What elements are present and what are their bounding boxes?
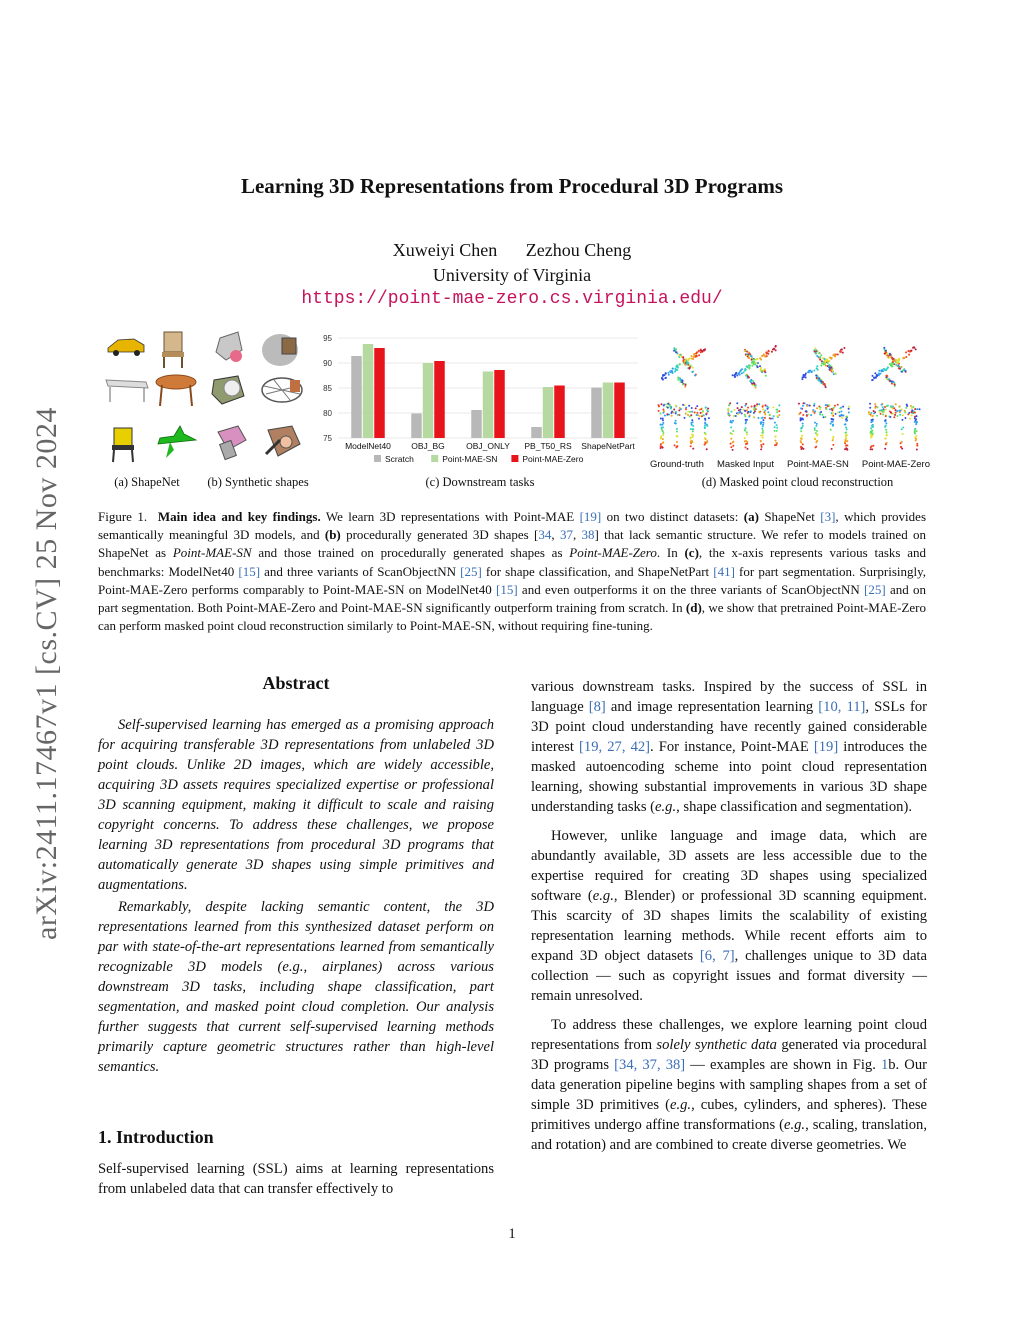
left-column xyxy=(98,673,494,1199)
affiliation: University of Virginia xyxy=(432,265,592,285)
label-point-mae-sn: Point-MAE-SN xyxy=(787,459,849,470)
right-paragraph-2: However, unlike language and image data, which are abundantly available, 3D assets are less accessible due to the expertise required for creating 3D shapes using specialized software (e.g., Blender) or professional 3D scanning equipment. This scarcity of 3D shapes limits the scalability of existing representation learning methods. While recent efforts aim to expand 3D object datasets [6, 7], challenges unique to 3D data collection — such as copyright issues and format diversity — remain unresolved. xyxy=(531,828,927,1004)
y-tick-label: 95 xyxy=(323,334,332,343)
bar-point-mae-zero xyxy=(554,386,565,439)
intro-paragraph-1: Self-supervised learning (SSL) aims at learning representations from unlabeled data that can transfer effectively to xyxy=(98,1161,494,1197)
y-tick-label: 75 xyxy=(323,434,332,443)
subcaption-b: (b) Synthetic shapes xyxy=(207,475,309,489)
abstract-paragraph-1: Self-supervised learning has emerged as a promising approach for acquiring transferable 3D representations from unlabeled 3D point clouds. Unlike 2D images, which are widely accessible, acquiring 3D assets requires specialized expertise or professional 3D scanning equipment, making it difficult to scale and raising copyright concerns. To address these challenges, we propose learning 3D representations from procedural 3D programs that automatically generate 3D shapes using simple primitives and augmentations. xyxy=(98,717,494,893)
downstream-bar-chart xyxy=(318,332,648,474)
x-tick-label: ModelNet40 xyxy=(345,441,391,451)
legend-swatch xyxy=(431,455,438,462)
synthetic-shape-5-icon xyxy=(218,426,246,460)
reconstruction-labels xyxy=(650,459,930,470)
airplane-cloud-point-mae-sn xyxy=(801,347,845,388)
bar-point-mae-sn xyxy=(363,344,374,438)
abstract-paragraph-2: Remarkably, despite lacking semantic content, the 3D representations learned from this synthesized dataset perform on par with state-of-the-art representations learned from semantically recognizable 3D models (e.g., airplanes) across various downstream 3D tasks, including shape classification, part segmentation, and masked point cloud completion. Our analysis further suggests that current self-supervised learning methods primarily capture geometric structures rather than high-level semantics. xyxy=(98,899,494,1075)
bar-point-mae-sn xyxy=(543,387,554,438)
bar-point-mae-zero xyxy=(614,383,625,439)
table-icon xyxy=(106,380,148,402)
label-point-mae-zero: Point-MAE-Zero xyxy=(861,459,930,470)
synthetic-shapes-panel xyxy=(208,330,308,470)
legend-label: Scratch xyxy=(385,454,414,464)
x-tick-label: ShapeNetPart xyxy=(581,441,635,451)
shapenet-panel xyxy=(100,330,200,470)
legend-label: Point-MAE-SN xyxy=(442,454,498,464)
page-number: 1 xyxy=(508,1226,516,1242)
legend-swatch xyxy=(511,455,518,462)
citation-link[interactable]: [6, 7] xyxy=(699,948,735,964)
legend-label: Point-MAE-Zero xyxy=(522,454,584,464)
bar-point-mae-zero xyxy=(494,370,505,438)
table-cloud-masked-input xyxy=(727,402,780,451)
x-tick-label: OBJ_BG xyxy=(411,441,445,451)
arxiv-stamp: arXiv:2411.17467v1 [cs.CV] 25 Nov 2024 xyxy=(30,407,63,940)
table-cloud-ground-truth xyxy=(657,402,709,450)
citation-link[interactable]: [41] xyxy=(713,563,735,579)
x-tick-label: PB_T50_RS xyxy=(524,441,572,451)
synthetic-shape-4-icon xyxy=(262,378,302,402)
paper-title: Learning 3D Representations from Procedural 3D Programs xyxy=(240,174,784,198)
airplane-icon xyxy=(158,426,196,458)
synthetic-shape-3-icon xyxy=(212,376,244,404)
bar-scratch xyxy=(411,414,422,439)
citation-link[interactable]: [19] xyxy=(579,509,602,524)
subcaption-c: (c) Downstream tasks xyxy=(425,475,535,489)
table-cloud-point-mae-sn xyxy=(798,402,850,450)
citation-link[interactable]: [8] xyxy=(588,699,606,715)
citation-link[interactable]: [3] xyxy=(820,509,836,524)
citation-link[interactable]: 38 xyxy=(581,527,595,543)
synthetic-shape-2-icon xyxy=(262,334,298,366)
airplane-cloud-point-mae-zero xyxy=(871,346,917,387)
bar-point-mae-zero xyxy=(434,361,445,438)
y-tick-label: 85 xyxy=(323,384,332,393)
citation-link[interactable]: [15] xyxy=(496,581,518,597)
car-icon xyxy=(108,339,144,356)
right-column xyxy=(531,677,927,1155)
right-paragraph-1: various downstream tasks. Inspired by the success of SSL in language [8] and image representation learning [10, 11], SSLs for 3D point cloud understanding have recently gained considerable interest [19, 27, 42]. For instance, Point-MAE [19] introduces the masked autoencoding scheme into point cloud representation learning, showing substantial improvements in various 3D shape understanding tasks (e.g., shape classification and segmentation). xyxy=(531,679,927,815)
y-tick-label: 90 xyxy=(323,359,332,368)
right-paragraph-3: To address these challenges, we explore learning point cloud representations from solely synthetic data generated via procedural 3D programs [34, 37, 38] — examples are shown in Fig. 1b. Our data generation pipeline begins with sampling shapes from a set of simple 3D primitives (e.g., cubes, cylinders, and spheres). These primitives undergo affine transformations (e.g., scaling, translation, and rotation) and are combined to create diverse geometries. We xyxy=(531,1017,927,1153)
citation-link[interactable]: 37 xyxy=(559,527,573,543)
intro-heading: 1. Introduction xyxy=(98,1127,214,1147)
chair-icon xyxy=(162,332,184,368)
bar-scratch xyxy=(591,388,602,439)
x-tick-label: OBJ_ONLY xyxy=(466,441,510,451)
bar-point-mae-sn xyxy=(603,383,614,439)
bar-point-mae-sn xyxy=(483,372,494,439)
project-url[interactable]: https://point-mae-zero.cs.virginia.edu/ xyxy=(301,289,723,309)
airplane-cloud-ground-truth xyxy=(661,347,706,388)
point-cloud-reconstruction-grid xyxy=(652,338,930,456)
abstract-heading: Abstract xyxy=(262,673,330,693)
figure-link[interactable]: 1 xyxy=(880,1057,889,1073)
figure-caption: Figure 1. Main idea and key findings. We learn 3D representations with Point-MAE [19] on two distinct datasets: (a) ShapeNet [3], which provides semantically meaningful 3D models, and (b) procedurally generated 3D shapes [34, 37, 38] that lack semantic structure. We refer to models trained on ShapeNet as Point-MAE-SN and those trained on procedurally generated shapes as Point-MAE-Zero. In (c), the x-axis represents various tasks and benchmarks: ModelNet40 [15] and three variants of ScanObjectNN [25] for shape classification, and ShapeNetPart [41] for part segmentation. Surprisingly, Point-MAE-Zero performs comparably to Point-MAE-SN on ModelNet40 [15] and even outperforms it on the three variants of ScanObjectNN [25] and on part segmentation. Both Point-MAE-Zero and Point-MAE-SN significantly outperform training from scratch. In (d), we show that pretrained Point-MAE-Zero can perform masked point cloud reconstruction similarly to Point-MAE-SN, without requiring fine-tuning. xyxy=(98,509,927,634)
bar-point-mae-sn xyxy=(423,363,434,438)
citation-link[interactable]: [25] xyxy=(864,581,886,597)
round-table-icon xyxy=(156,375,196,406)
synthetic-shape-6-icon xyxy=(266,426,300,456)
citation-link[interactable]: [25] xyxy=(460,563,482,579)
bar-point-mae-zero xyxy=(374,348,385,438)
legend-swatch xyxy=(374,455,381,462)
table-cloud-point-mae-zero xyxy=(868,403,921,451)
subcaption-a: (a) ShapeNet xyxy=(114,475,180,489)
airplane-cloud-masked-input xyxy=(732,345,777,389)
armchair-icon xyxy=(112,428,134,462)
bar-scratch xyxy=(471,410,482,438)
synthetic-shape-1-icon xyxy=(216,332,242,362)
bar-scratch xyxy=(351,356,362,438)
author-2: Zezhou Cheng xyxy=(525,240,632,260)
citation-link[interactable]: 34 xyxy=(538,527,552,543)
citation-link[interactable]: [10, 11] xyxy=(818,699,866,715)
label-masked-input: Masked Input xyxy=(716,459,774,470)
citation-link[interactable]: [15] xyxy=(238,563,261,579)
subcaption-d: (d) Masked point cloud reconstruction xyxy=(701,475,894,489)
y-tick-label: 80 xyxy=(323,409,332,418)
citation-link[interactable]: [19, 27, 42] xyxy=(579,739,651,755)
authors xyxy=(0,240,1024,261)
citation-link[interactable]: [34, 37, 38] xyxy=(614,1057,686,1073)
label-ground-truth: Ground-truth xyxy=(650,459,704,470)
author-1: Xuweiyi Chen xyxy=(392,240,498,260)
bar-scratch xyxy=(531,427,542,438)
citation-link[interactable]: [19] xyxy=(813,739,839,755)
